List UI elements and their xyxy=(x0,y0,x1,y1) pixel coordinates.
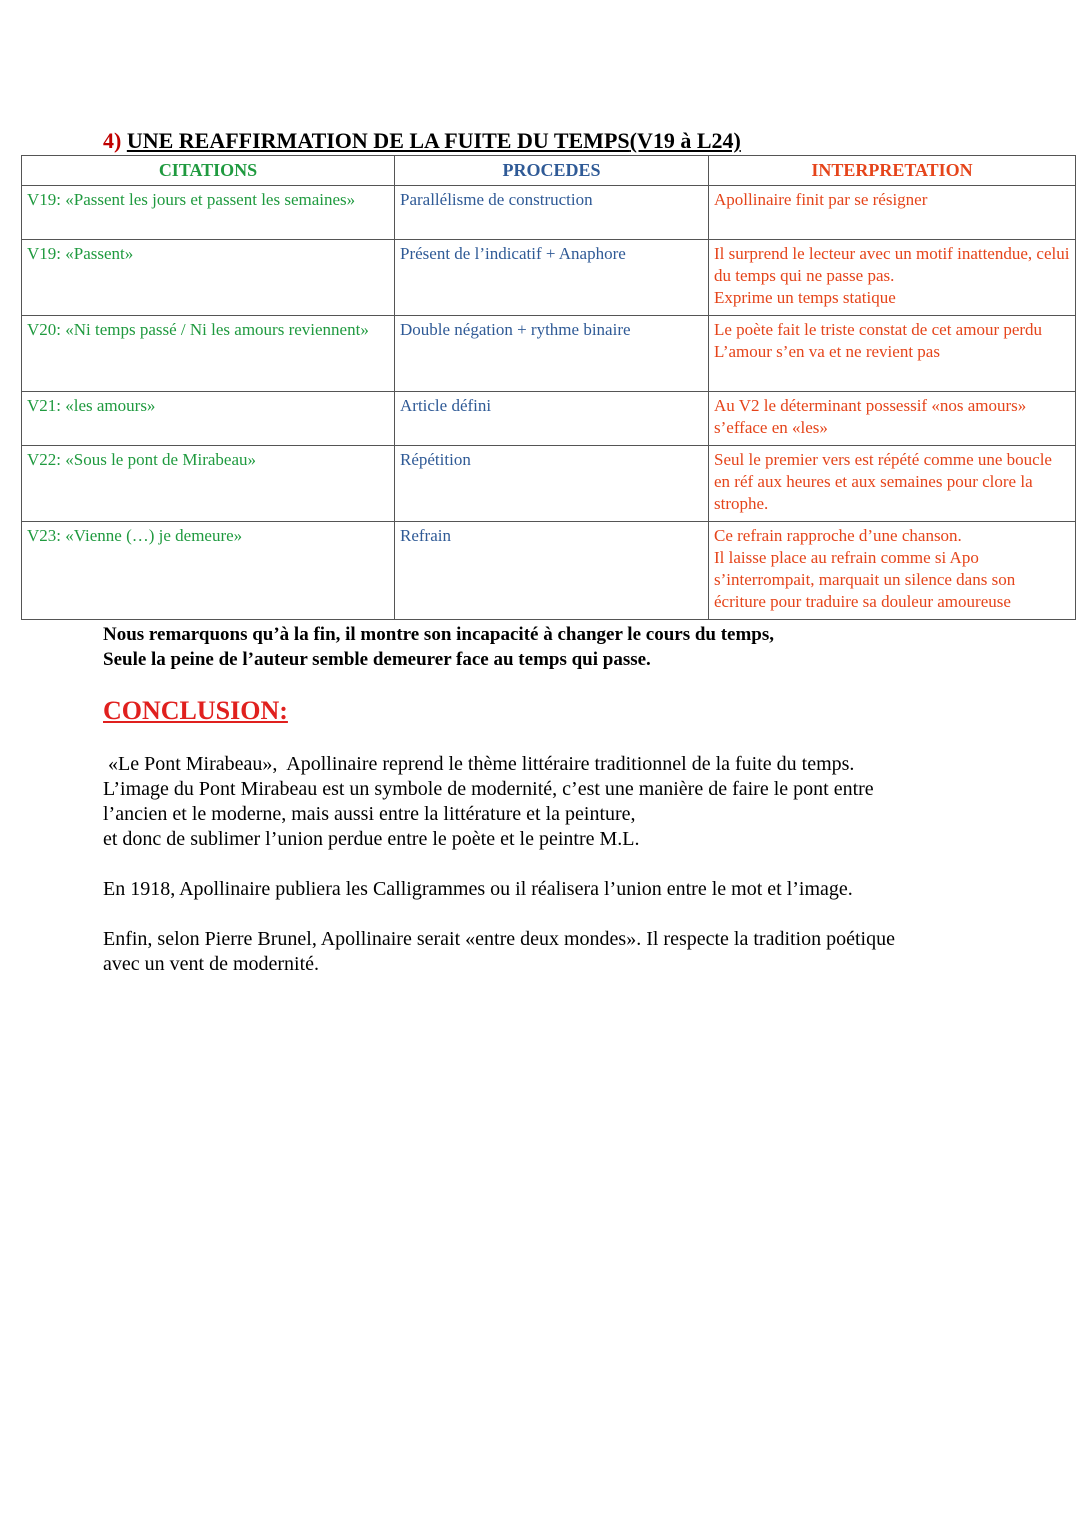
cell-procede: Présent de l’indicatif + Anaphore xyxy=(395,240,709,316)
interpretation-line: Le poète fait le triste constat de cet amour perdu xyxy=(714,320,1043,339)
interpretation-line: Il surprend le lecteur avec un motif inattendue, celui du temps qui ne passe pas. xyxy=(714,244,1070,285)
interpretation-line: L’amour s’en va et ne revient pas xyxy=(714,342,940,361)
section-title-text: UNE REAFFIRMATION DE LA FUITE DU TEMPS xyxy=(126,128,630,153)
cell-interpretation xyxy=(709,240,1076,316)
table-header-row xyxy=(22,156,1076,186)
cell-interpretation xyxy=(709,316,1076,392)
cell-citation: V22: «Sous le pont de Mirabeau» xyxy=(22,446,395,522)
conclusion-title: CONCLUSION: xyxy=(103,696,288,725)
cell-interpretation xyxy=(709,522,1076,620)
paragraph-line: Enfin, selon Pierre Brunel, Apollinaire serait «entre deux mondes». Il respecte la tradition poétique xyxy=(103,928,895,950)
section-number: 4) xyxy=(103,128,122,153)
cell-procede: Refrain xyxy=(395,522,709,620)
interpretation-line: Ce refrain rapproche d’une chanson. xyxy=(714,526,962,545)
table-row xyxy=(22,316,1076,392)
cell-citation: V20: «Ni temps passé / Ni les amours reviennent» xyxy=(22,316,395,392)
cell-interpretation xyxy=(709,446,1076,522)
cell-procede: Double négation + rythme binaire xyxy=(395,316,709,392)
cell-interpretation xyxy=(709,392,1076,446)
header-procedes: PROCEDES xyxy=(395,156,709,186)
table-row xyxy=(22,186,1076,240)
paragraph-line: l’ancien et le moderne, mais aussi entre la littérature et la peinture, xyxy=(103,803,636,825)
paragraph-line: et donc de sublimer l’union perdue entre le poète et le peintre M.L. xyxy=(103,828,640,850)
interpretation-line: Seul le premier vers est répété comme une boucle en réf aux heures et aux semaines pour clore la strophe. xyxy=(714,450,1052,513)
cell-procede: Répétition xyxy=(395,446,709,522)
section-title xyxy=(103,128,741,154)
paragraph-line: «Le Pont Mirabeau», Apollinaire reprend le thème littéraire traditionnel de la fuite du temps. xyxy=(103,753,855,775)
analysis-table xyxy=(21,155,1076,620)
cell-interpretation xyxy=(709,186,1076,240)
conclusion-paragraph-1 xyxy=(103,752,1003,852)
header-citations: CITATIONS xyxy=(22,156,395,186)
cell-procede: Parallélisme de construction xyxy=(395,186,709,240)
cell-procede: Article défini xyxy=(395,392,709,446)
interpretation-line: Apollinaire finit par se résigner xyxy=(714,190,928,209)
table-row xyxy=(22,522,1076,620)
section-range: (V19 à L24) xyxy=(629,128,741,153)
interpretation-line: Exprime un temps statique xyxy=(714,288,896,307)
paragraph-line: En 1918, Apollinaire publiera les Calligrammes ou il réalisera l’union entre le mot et l’image. xyxy=(103,878,853,900)
summary-line: Seule la peine de l’auteur semble demeurer face au temps qui passe. xyxy=(103,649,651,670)
section-summary xyxy=(103,622,1043,672)
paragraph-line: avec un vent de modernité. xyxy=(103,953,320,975)
table-row xyxy=(22,392,1076,446)
table-row xyxy=(22,446,1076,522)
conclusion-paragraph-3 xyxy=(103,927,1003,977)
interpretation-line: Il laisse place au refrain comme si Apo s’interrompait, marquait un silence dans son écriture pour traduire sa douleur amoureuse xyxy=(714,548,1016,611)
interpretation-line: Au V2 le déterminant possessif «nos amours» s’efface en «les» xyxy=(714,396,1027,437)
table-row xyxy=(22,240,1076,316)
cell-citation: V19: «Passent» xyxy=(22,240,395,316)
paragraph-line: L’image du Pont Mirabeau est un symbole de modernité, c’est une manière de faire le pont entre xyxy=(103,778,874,800)
conclusion-paragraph-2 xyxy=(103,877,1003,902)
cell-citation: V19: «Passent les jours et passent les semaines» xyxy=(22,186,395,240)
summary-line: Nous remarquons qu’à la fin, il montre son incapacité à changer le cours du temps, xyxy=(103,624,775,645)
cell-citation: V21: «les amours» xyxy=(22,392,395,446)
header-interpretation: INTERPRETATION xyxy=(709,156,1076,186)
cell-citation: V23: «Vienne (…) je demeure» xyxy=(22,522,395,620)
